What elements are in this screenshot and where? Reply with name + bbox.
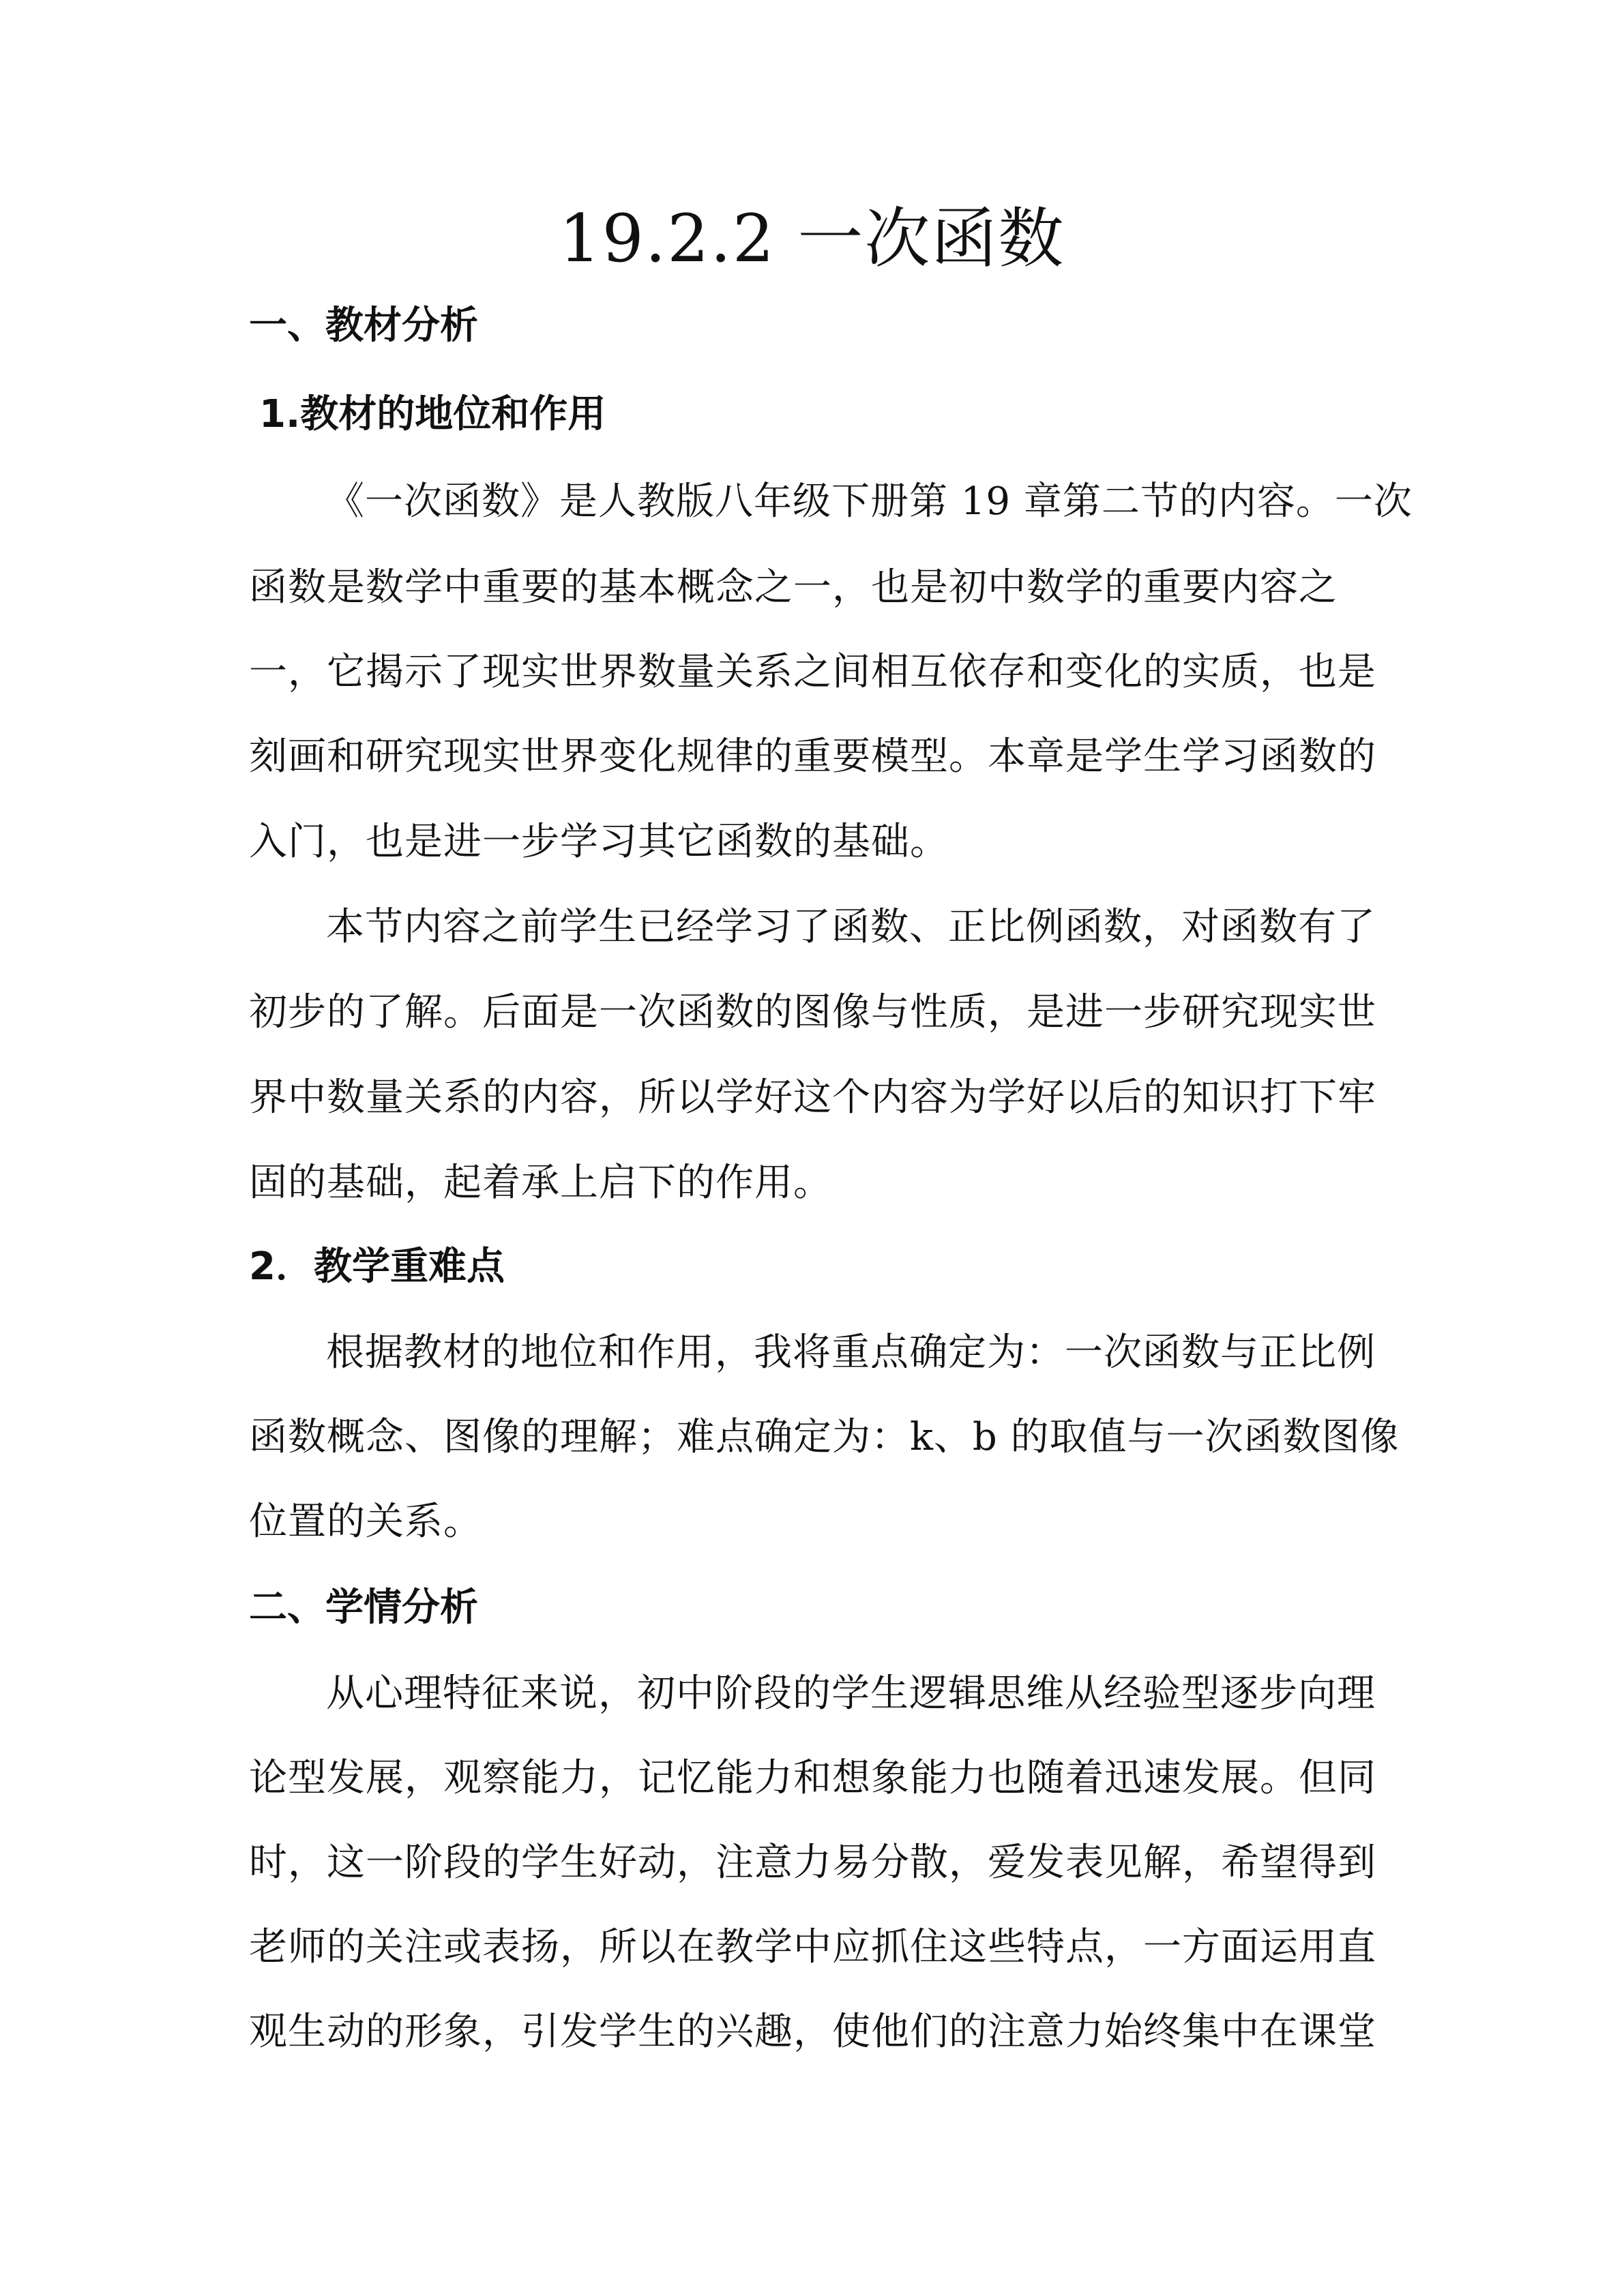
paragraph-line: 《一次函数》是人教版八年级下册第 19 章第二节的内容。一次 bbox=[326, 479, 1413, 524]
subsection-heading-role: 1.教材的地位和作用 bbox=[259, 392, 606, 436]
paragraph-line: 刻画和研究现实世界变化规律的重要模型。本章是学生学习函数的 bbox=[249, 734, 1376, 779]
paragraph-line: 初步的了解。后面是一次函数的图像与性质，是进一步研究现实世 bbox=[249, 990, 1376, 1034]
paragraph-line: 一，它揭示了现实世界数量关系之间相互依存和变化的实质，也是 bbox=[249, 650, 1376, 694]
paragraph-line: 观生动的形象，引发学生的兴趣，使他们的注意力始终集中在课堂 bbox=[249, 2010, 1376, 2054]
section-heading-student-analysis: 二、学情分析 bbox=[249, 1585, 478, 1630]
section-heading-textbook-analysis: 一、教材分析 bbox=[249, 303, 478, 348]
paragraph-line: 函数概念、图像的理解；难点确定为：k、b 的取值与一次函数图像 bbox=[249, 1415, 1400, 1459]
paragraph-line: 时，这一阶段的学生好动，注意力易分散，爱发表见解，希望得到 bbox=[249, 1840, 1376, 1885]
paragraph-line: 老师的关注或表扬，所以在教学中应抓住这些特点，一方面运用直 bbox=[249, 1925, 1376, 1969]
paragraph-line: 位置的关系。 bbox=[249, 1500, 482, 1544]
paragraph-line: 论型发展，观察能力，记忆能力和想象能力也随着迅速发展。但同 bbox=[249, 1756, 1376, 1800]
paragraph-line: 界中数量关系的内容，所以学好这个内容为学好以后的知识打下牢 bbox=[249, 1075, 1376, 1120]
paragraph-line: 入门，也是进一步学习其它函数的基础。 bbox=[249, 820, 949, 864]
paragraph-line: 本节内容之前学生已经学习了函数、正比例函数，对函数有了 bbox=[326, 905, 1376, 949]
paragraph-line: 根据教材的地位和作用，我将重点确定为：一次函数与正比例 bbox=[326, 1330, 1376, 1375]
paragraph-line: 固的基础，起着承上启下的作用。 bbox=[249, 1161, 832, 1205]
subsection-heading-key-points: 2．教学重难点 bbox=[249, 1244, 505, 1289]
paragraph-line: 函数是数学中重要的基本概念之一，也是初中数学的重要内容之 bbox=[249, 565, 1338, 610]
page-title: 19.2.2 一次函数 bbox=[559, 200, 1065, 277]
paragraph-line: 从心理特征来说，初中阶段的学生逻辑思维从经验型逐步向理 bbox=[326, 1671, 1376, 1716]
